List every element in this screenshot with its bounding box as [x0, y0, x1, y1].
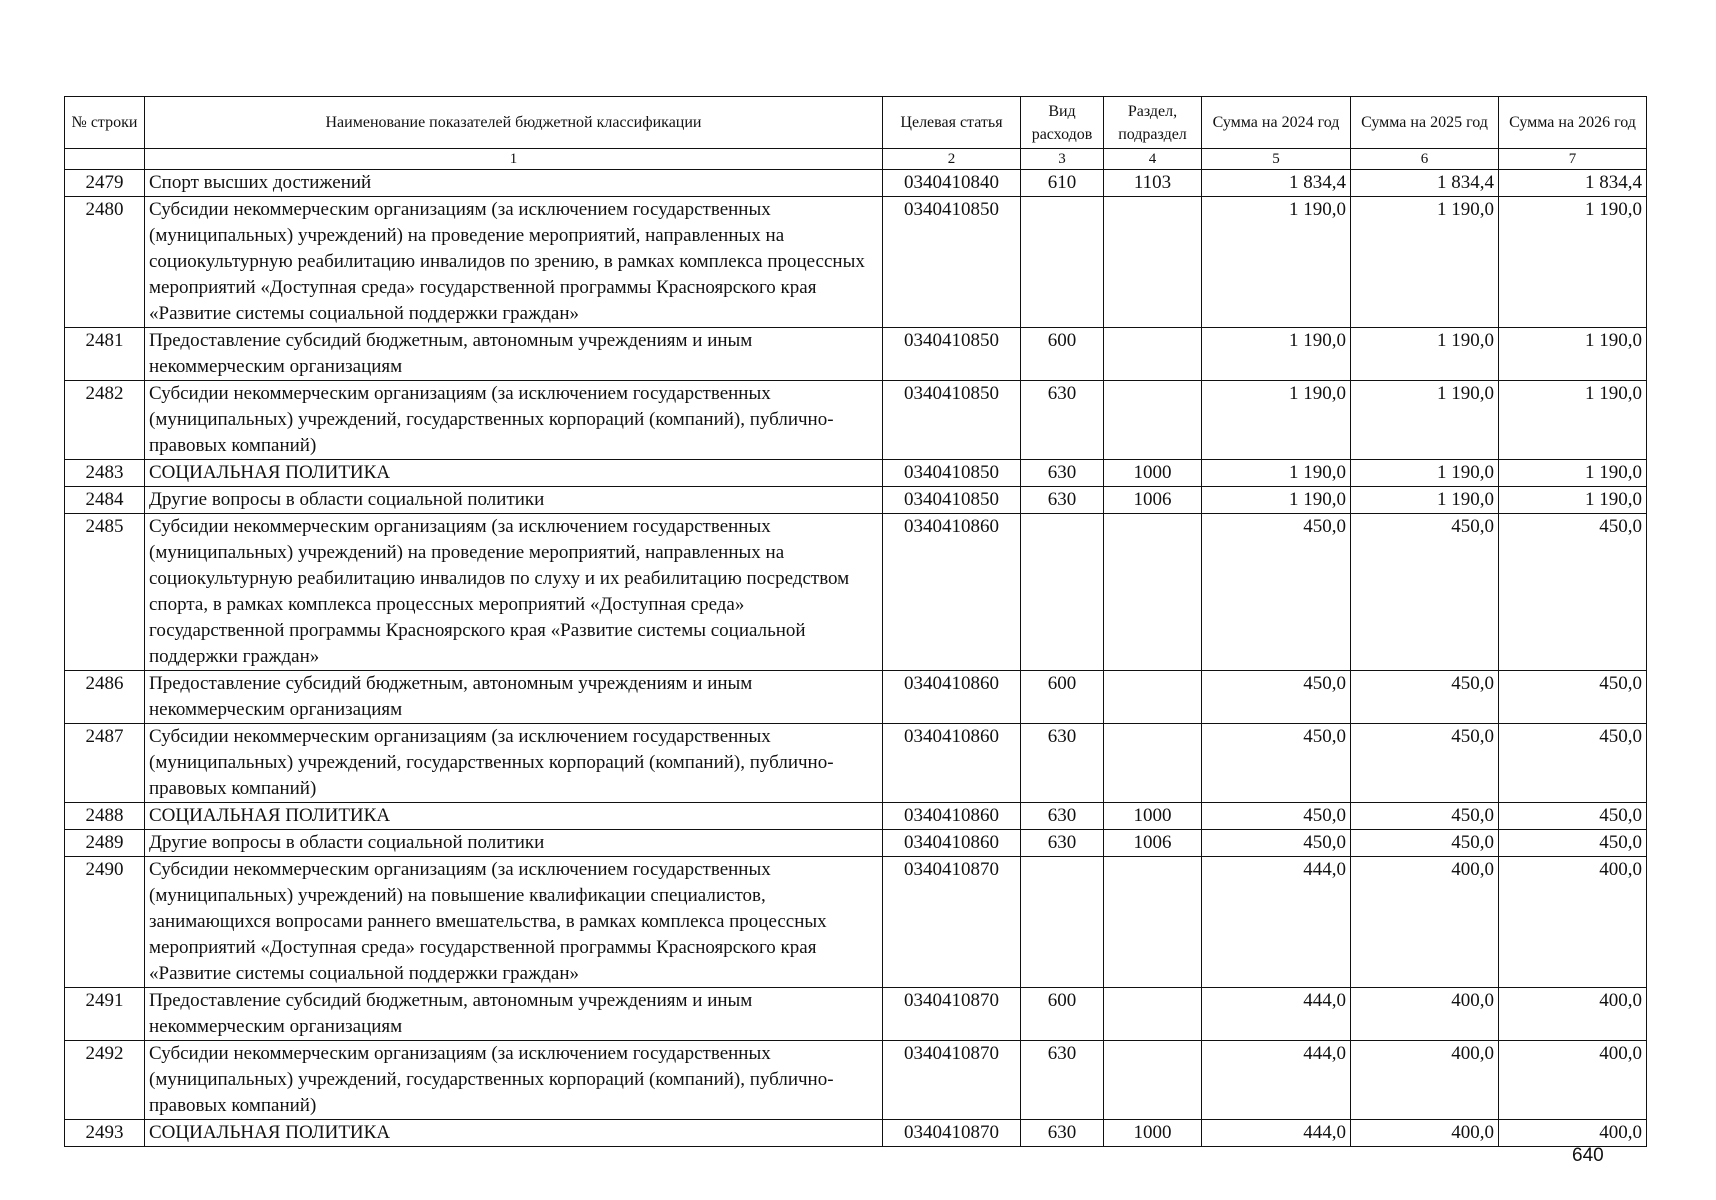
target-article-cell: 0340410860	[883, 514, 1021, 671]
row-number-cell: 2480	[65, 197, 145, 328]
expense-type-cell: 600	[1021, 671, 1104, 724]
row-number-cell: 2485	[65, 514, 145, 671]
sum-2026-cell: 450,0	[1499, 803, 1647, 830]
sum-2024-cell: 1 190,0	[1202, 487, 1351, 514]
target-article-cell: 0340410850	[883, 197, 1021, 328]
target-article-cell: 0340410870	[883, 1041, 1021, 1120]
expense-type-cell: 630	[1021, 460, 1104, 487]
sum-2024-cell: 450,0	[1202, 514, 1351, 671]
page-number: 640	[1572, 1145, 1604, 1166]
table-row	[65, 671, 1647, 724]
indicator-name-cell: Субсидии некоммерческим организациям (за исключением государственных (муниципальных) учреждений, государственных корпораций (компаний), публично-правовых компаний)	[145, 724, 883, 803]
sum-2025-cell: 1 190,0	[1351, 197, 1499, 328]
expense-type-cell: 600	[1021, 328, 1104, 381]
sum-2025-cell: 450,0	[1351, 671, 1499, 724]
table-header-row	[65, 97, 1647, 149]
indicator-name-cell: Спорт высших достижений	[145, 170, 883, 197]
table-row	[65, 1041, 1647, 1120]
sum-2026-cell: 1 190,0	[1499, 487, 1647, 514]
sum-2025-cell: 400,0	[1351, 988, 1499, 1041]
header-sum-2026: Сумма на 2026 год	[1499, 97, 1647, 149]
header-section: Раздел, подраздел	[1104, 97, 1202, 149]
section-cell	[1104, 328, 1202, 381]
expense-type-cell	[1021, 514, 1104, 671]
sum-2024-cell: 1 190,0	[1202, 460, 1351, 487]
sum-2026-cell: 1 190,0	[1499, 460, 1647, 487]
sum-2024-cell: 444,0	[1202, 1041, 1351, 1120]
row-number-cell: 2482	[65, 381, 145, 460]
sum-2026-cell: 450,0	[1499, 724, 1647, 803]
table-row	[65, 197, 1647, 328]
table-row	[65, 460, 1647, 487]
sum-2026-cell: 1 834,4	[1499, 170, 1647, 197]
section-cell: 1000	[1104, 460, 1202, 487]
sum-2024-cell: 444,0	[1202, 1120, 1351, 1147]
row-number-cell: 2492	[65, 1041, 145, 1120]
row-number-cell: 2484	[65, 487, 145, 514]
target-article-cell: 0340410860	[883, 803, 1021, 830]
header-target-article: Целевая статья	[883, 97, 1021, 149]
expense-type-cell: 600	[1021, 988, 1104, 1041]
sum-2026-cell: 400,0	[1499, 1041, 1647, 1120]
column-number: 3	[1021, 149, 1104, 170]
expense-type-cell: 630	[1021, 381, 1104, 460]
section-cell: 1006	[1104, 830, 1202, 857]
sum-2025-cell: 1 190,0	[1351, 381, 1499, 460]
row-number-cell: 2488	[65, 803, 145, 830]
header-expense-type: Вид расходов	[1021, 97, 1104, 149]
table-row	[65, 170, 1647, 197]
column-number: 6	[1351, 149, 1499, 170]
indicator-name-cell: Субсидии некоммерческим организациям (за исключением государственных (муниципальных) учреждений) на повышение квалификации специалистов, занимающихся вопросами раннего вмешательства, в рамках комплекса процессных мероприятий «Доступная среда» государственной программы Красноярского края «Развитие системы социальной поддержки граждан»	[145, 857, 883, 988]
indicator-name-cell: СОЦИАЛЬНАЯ ПОЛИТИКА	[145, 460, 883, 487]
sum-2026-cell: 400,0	[1499, 1120, 1647, 1147]
indicator-name-cell: СОЦИАЛЬНАЯ ПОЛИТИКА	[145, 1120, 883, 1147]
table-row	[65, 381, 1647, 460]
row-number-cell: 2490	[65, 857, 145, 988]
sum-2025-cell: 400,0	[1351, 1120, 1499, 1147]
row-number-cell: 2493	[65, 1120, 145, 1147]
section-cell: 1103	[1104, 170, 1202, 197]
table-row	[65, 328, 1647, 381]
table-row	[65, 803, 1647, 830]
row-number-cell: 2487	[65, 724, 145, 803]
expense-type-cell: 610	[1021, 170, 1104, 197]
table-row	[65, 514, 1647, 671]
indicator-name-cell: Предоставление субсидий бюджетным, автономным учреждениям и иным некоммерческим организациям	[145, 328, 883, 381]
table-row	[65, 487, 1647, 514]
sum-2026-cell: 400,0	[1499, 857, 1647, 988]
indicator-name-cell: Субсидии некоммерческим организациям (за исключением государственных (муниципальных) учреждений, государственных корпораций (компаний), публично-правовых компаний)	[145, 381, 883, 460]
table-row	[65, 1120, 1647, 1147]
table-body	[65, 170, 1647, 1147]
table-row	[65, 988, 1647, 1041]
indicator-name-cell: СОЦИАЛЬНАЯ ПОЛИТИКА	[145, 803, 883, 830]
row-number-cell: 2481	[65, 328, 145, 381]
sum-2025-cell: 450,0	[1351, 724, 1499, 803]
column-number: 4	[1104, 149, 1202, 170]
header-sum-2025: Сумма на 2025 год	[1351, 97, 1499, 149]
sum-2025-cell: 1 190,0	[1351, 460, 1499, 487]
header-sum-2024: Сумма на 2024 год	[1202, 97, 1351, 149]
budget-classification-table	[64, 96, 1647, 1147]
section-cell	[1104, 381, 1202, 460]
row-number-cell: 2491	[65, 988, 145, 1041]
target-article-cell: 0340410860	[883, 671, 1021, 724]
sum-2024-cell: 450,0	[1202, 724, 1351, 803]
target-article-cell: 0340410870	[883, 857, 1021, 988]
target-article-cell: 0340410870	[883, 1120, 1021, 1147]
expense-type-cell: 630	[1021, 487, 1104, 514]
table-row	[65, 857, 1647, 988]
row-number-cell: 2486	[65, 671, 145, 724]
target-article-cell: 0340410840	[883, 170, 1021, 197]
expense-type-cell: 630	[1021, 1041, 1104, 1120]
section-cell	[1104, 514, 1202, 671]
sum-2025-cell: 400,0	[1351, 857, 1499, 988]
target-article-cell: 0340410850	[883, 328, 1021, 381]
sum-2026-cell: 400,0	[1499, 988, 1647, 1041]
sum-2025-cell: 400,0	[1351, 1041, 1499, 1120]
sum-2025-cell: 450,0	[1351, 514, 1499, 671]
expense-type-cell	[1021, 197, 1104, 328]
column-number: 7	[1499, 149, 1647, 170]
section-cell	[1104, 988, 1202, 1041]
sum-2024-cell: 444,0	[1202, 988, 1351, 1041]
sum-2024-cell: 1 190,0	[1202, 381, 1351, 460]
target-article-cell: 0340410850	[883, 381, 1021, 460]
header-indicator-name: Наименование показателей бюджетной классификации	[145, 97, 883, 149]
indicator-name-cell: Субсидии некоммерческим организациям (за исключением государственных (муниципальных) учреждений, государственных корпораций (компаний), публично-правовых компаний)	[145, 1041, 883, 1120]
sum-2025-cell: 1 834,4	[1351, 170, 1499, 197]
column-number: 5	[1202, 149, 1351, 170]
indicator-name-cell: Другие вопросы в области социальной политики	[145, 487, 883, 514]
sum-2026-cell: 1 190,0	[1499, 328, 1647, 381]
indicator-name-cell: Субсидии некоммерческим организациям (за исключением государственных (муниципальных) учреждений) на проведение мероприятий, направленных на социокультурную реабилитацию инвалидов по слуху и их реабилитацию посредством спорта, в рамках комплекса процессных мероприятий «Доступная среда» государственной программы Красноярского края «Развитие системы социальной поддержки граждан»	[145, 514, 883, 671]
target-article-cell: 0340410870	[883, 988, 1021, 1041]
column-number	[65, 149, 145, 170]
row-number-cell: 2479	[65, 170, 145, 197]
section-cell: 1000	[1104, 1120, 1202, 1147]
sum-2024-cell: 1 190,0	[1202, 197, 1351, 328]
target-article-cell: 0340410860	[883, 724, 1021, 803]
sum-2025-cell: 1 190,0	[1351, 487, 1499, 514]
indicator-name-cell: Другие вопросы в области социальной политики	[145, 830, 883, 857]
target-article-cell: 0340410850	[883, 487, 1021, 514]
sum-2024-cell: 450,0	[1202, 803, 1351, 830]
expense-type-cell: 630	[1021, 803, 1104, 830]
column-numbers-row	[65, 149, 1647, 170]
expense-type-cell	[1021, 857, 1104, 988]
sum-2024-cell: 444,0	[1202, 857, 1351, 988]
column-number: 2	[883, 149, 1021, 170]
sum-2024-cell: 1 190,0	[1202, 328, 1351, 381]
sum-2024-cell: 450,0	[1202, 671, 1351, 724]
sum-2025-cell: 450,0	[1351, 803, 1499, 830]
section-cell: 1000	[1104, 803, 1202, 830]
expense-type-cell: 630	[1021, 830, 1104, 857]
table-row	[65, 724, 1647, 803]
section-cell	[1104, 197, 1202, 328]
row-number-cell: 2483	[65, 460, 145, 487]
section-cell	[1104, 857, 1202, 988]
sum-2025-cell: 450,0	[1351, 830, 1499, 857]
section-cell	[1104, 724, 1202, 803]
indicator-name-cell: Субсидии некоммерческим организациям (за исключением государственных (муниципальных) учреждений) на проведение мероприятий, направленных на социокультурную реабилитацию инвалидов по зрению, в рамках комплекса процессных мероприятий «Доступная среда» государственной программы Красноярского края «Развитие системы социальной поддержки граждан»	[145, 197, 883, 328]
section-cell	[1104, 1041, 1202, 1120]
target-article-cell: 0340410860	[883, 830, 1021, 857]
indicator-name-cell: Предоставление субсидий бюджетным, автономным учреждениям и иным некоммерческим организациям	[145, 988, 883, 1041]
expense-type-cell: 630	[1021, 724, 1104, 803]
section-cell: 1006	[1104, 487, 1202, 514]
target-article-cell: 0340410850	[883, 460, 1021, 487]
sum-2026-cell: 1 190,0	[1499, 381, 1647, 460]
header-row-number: № строки	[65, 97, 145, 149]
indicator-name-cell: Предоставление субсидий бюджетным, автономным учреждениям и иным некоммерческим организациям	[145, 671, 883, 724]
budget-table-sheet	[64, 96, 1647, 1147]
sum-2026-cell: 450,0	[1499, 671, 1647, 724]
sum-2025-cell: 1 190,0	[1351, 328, 1499, 381]
sum-2024-cell: 1 834,4	[1202, 170, 1351, 197]
sum-2026-cell: 1 190,0	[1499, 197, 1647, 328]
row-number-cell: 2489	[65, 830, 145, 857]
section-cell	[1104, 671, 1202, 724]
sum-2026-cell: 450,0	[1499, 514, 1647, 671]
table-row	[65, 830, 1647, 857]
sum-2024-cell: 450,0	[1202, 830, 1351, 857]
expense-type-cell: 630	[1021, 1120, 1104, 1147]
column-number: 1	[145, 149, 883, 170]
sum-2026-cell: 450,0	[1499, 830, 1647, 857]
